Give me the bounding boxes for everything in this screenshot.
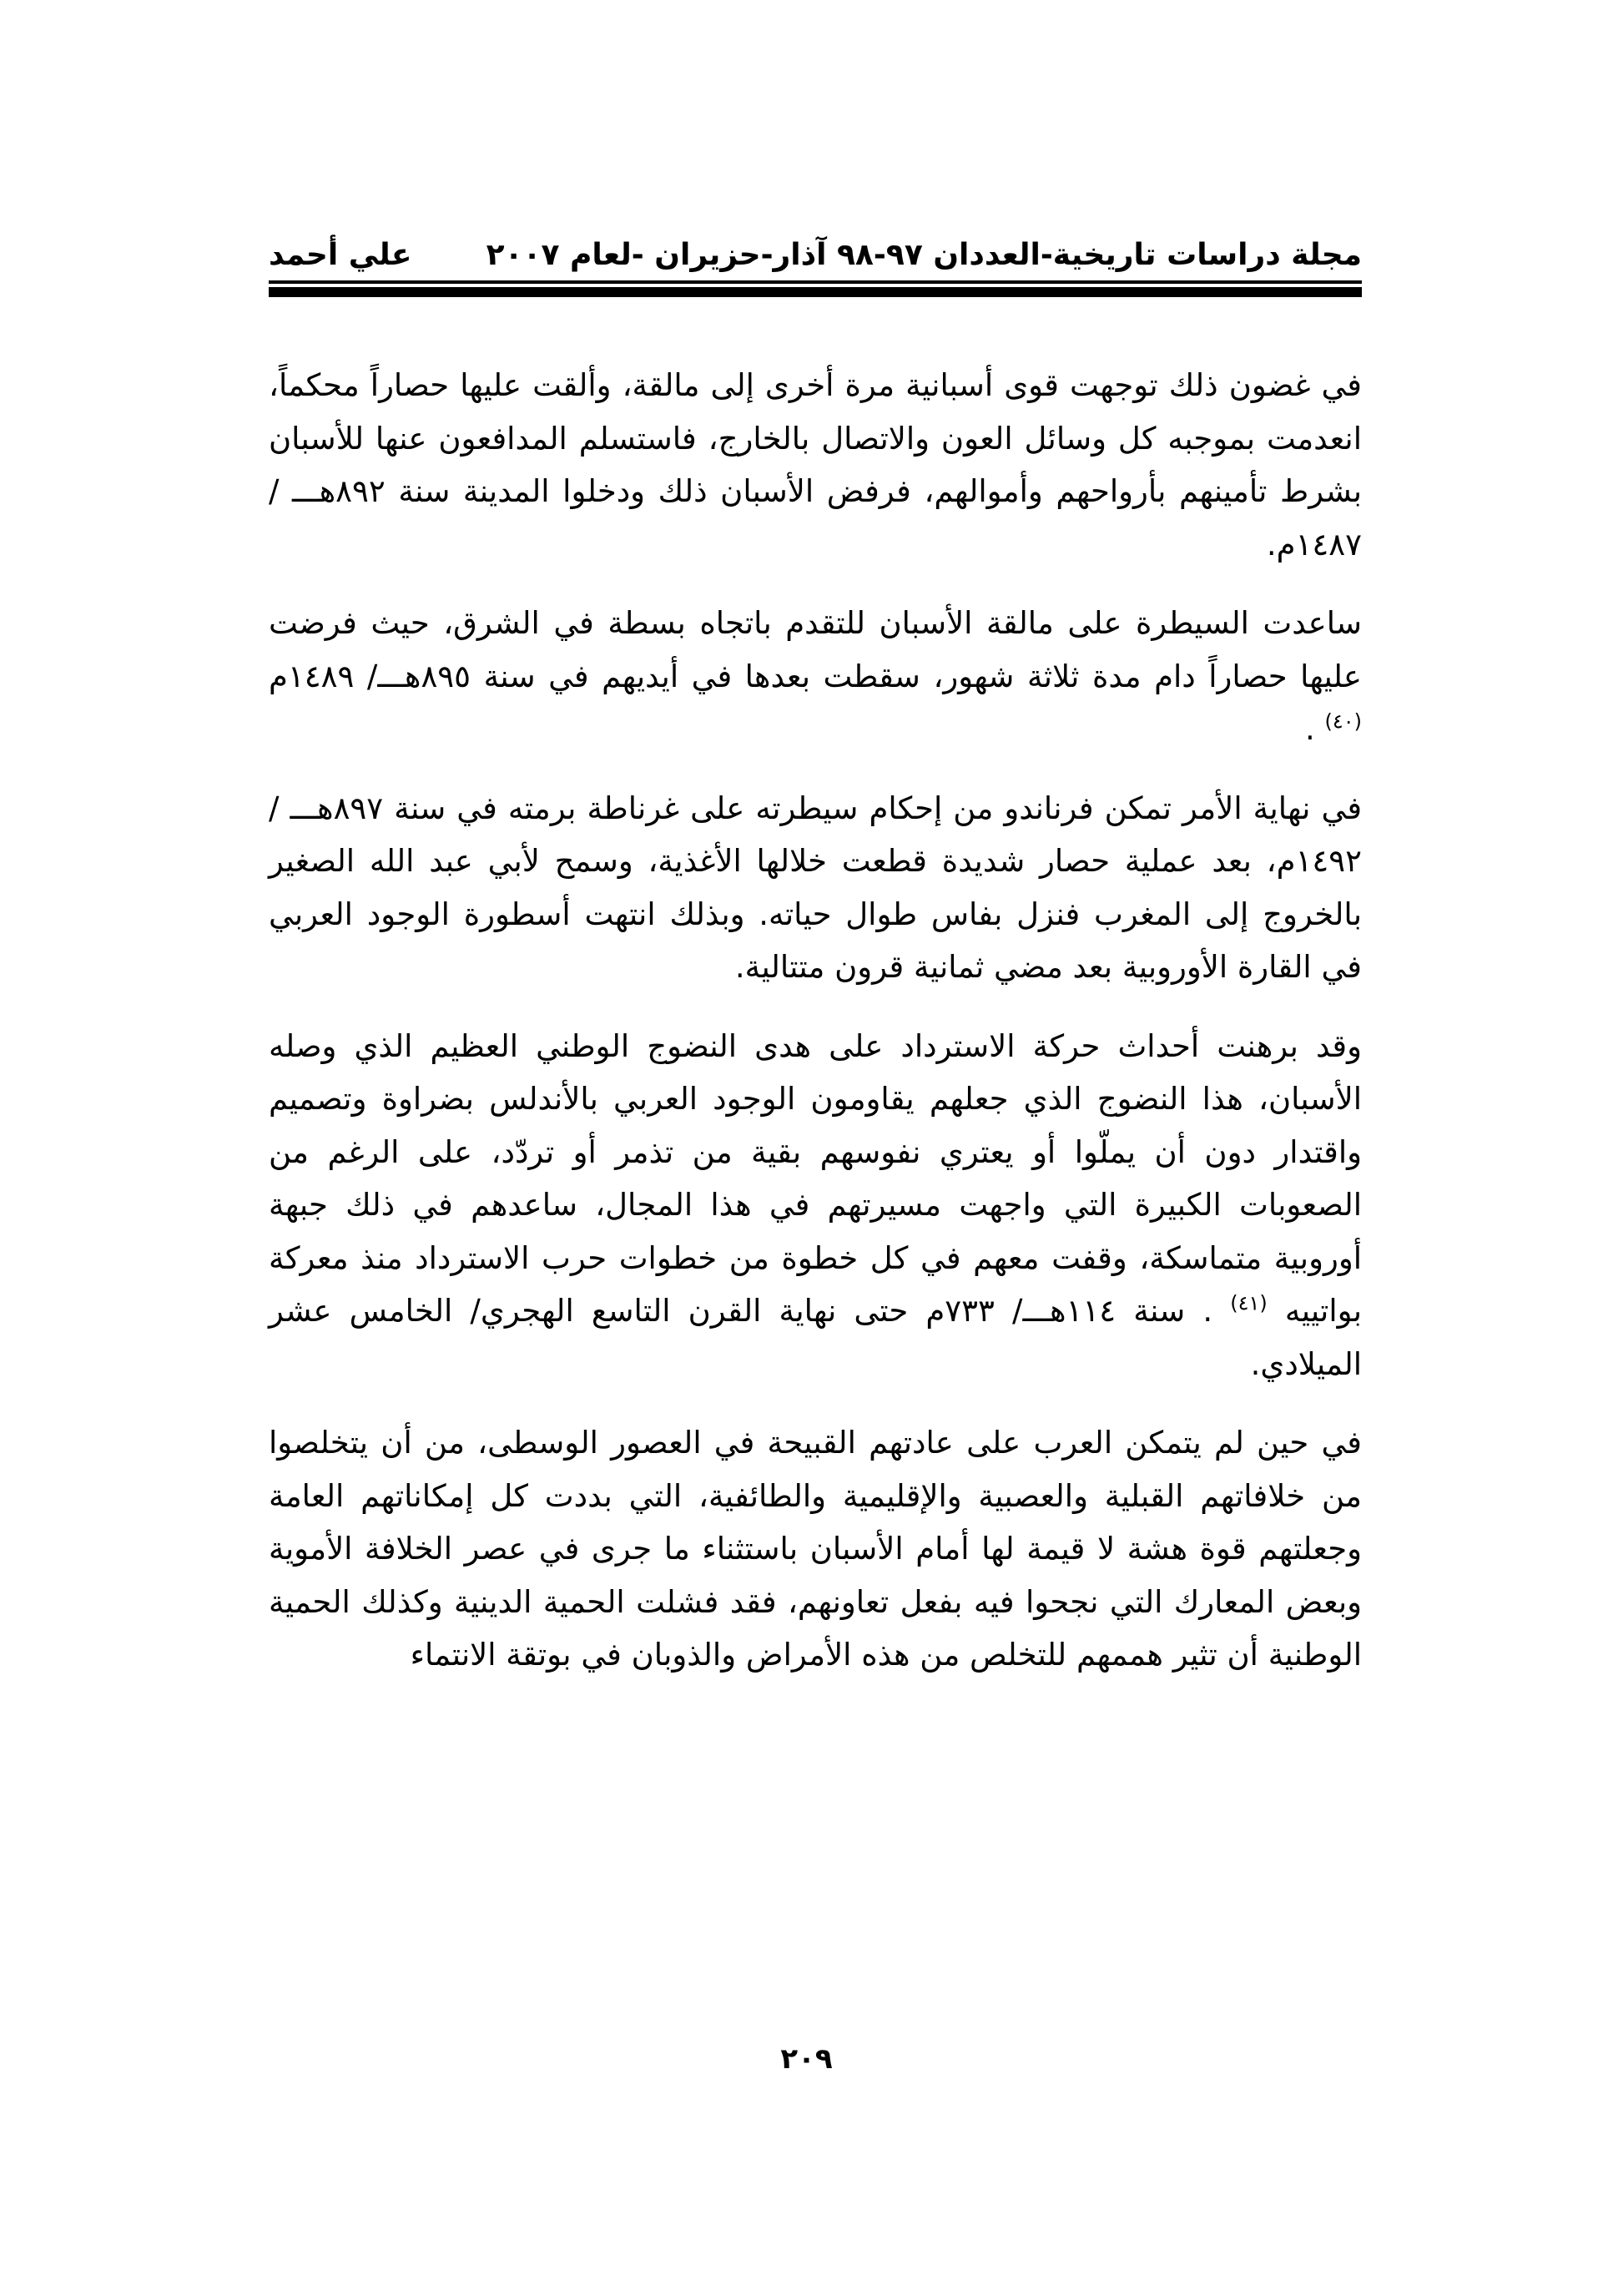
paragraph-3	[269, 782, 1362, 994]
paragraph-2-tail: .	[1304, 711, 1315, 747]
header-rule-thin	[269, 280, 1362, 284]
running-header	[269, 235, 1362, 275]
paragraph-4-tail: . سنة ١١٤هـــ/ ٧٣٣م حتى نهاية القرن التاسع الهجري/ الخامس عشر الميلادي.	[269, 1293, 1362, 1382]
author-name: علي أحمد	[269, 238, 412, 272]
footnote-ref-40: (٤٠)	[1324, 709, 1362, 734]
paragraph-2	[269, 597, 1362, 756]
paragraph-5-text: في حين لم يتمكن العرب على عادتهم القبيحة في العصور الوسطى، من أن يتخلصوا من خلافاتهم القبلية والعصبية والإقليمية والطائفية، التي بددت كل إمكاناتهم العامة وجعلتهم قوة هشة لا قيمة لها أمام الأسبان باستثناء ما جرى في عصر الخلافة الأموية وبعض المعارك التي نجحوا فيه بفعل تعاونهم، فقد فشلت الحمية الدينية وكذلك الحمية الوطنية أن تثير هممهم للتخلص من هذه الأمراض والذوبان في بوتقة الانتماء	[269, 1425, 1362, 1673]
paragraph-4	[269, 1020, 1362, 1391]
paragraph-4-text: وقد برهنت أحداث حركة الاسترداد على هدى النضوج الوطني العظيم الذي وصله الأسبان، هذا النضوج الذي جعلهم يقاومون الوجود العربي بالأندلس بضراوة وتصميم واقتدار دون أن يملّوا أو يعتري نفوسهم بقية من تذمر أو تردّد، على الرغم من الصعوبات الكبيرة التي واجهت مسيرتهم في هذا المجال، ساعدهم في ذلك جبهة أوروبية متماسكة، وقفت معهم في كل خطوة من خطوات حرب الاسترداد منذ معركة بواتييه	[269, 1027, 1363, 1329]
paragraph-1-text: في غضون ذلك توجهت قوى أسبانية مرة أخرى إلى مالقة، وألقت عليها حصاراً محكماً، انعدمت بموجبه كل وسائل العون والاتصال بالخارج، فاستسلم المدافعون عنها للأسبان بشرط تأمينهم بأرواحهم وأموالهم، فرفض الأسبان ذلك ودخلوا المدينة سنة ٨٩٢هـــ / ١٤٨٧م.	[269, 367, 1362, 563]
footnote-ref-41: (٤١)	[1230, 1291, 1268, 1315]
header-rule-thick	[269, 287, 1362, 297]
paragraph-5	[269, 1416, 1362, 1682]
paragraph-2-text: ساعدت السيطرة على مالقة الأسبان للتقدم باتجاه بسطة في الشرق، حيث فرضت عليها حصاراً دام مدة ثلاثة شهور، سقطت بعدها في أيديهم في سنة ٨٩٥هـــ/ ١٤٨٩م	[269, 605, 1362, 694]
page-number: ٢٠٩	[780, 2042, 833, 2076]
journal-title: مجلة دراسات تاريخية-العددان ٩٧-٩٨ آذار-حزيران -لعام ٢٠٠٧	[486, 238, 1362, 272]
paragraph-3-text: في نهاية الأمر تمكن فرناندو من إحكام سيطرته على غرناطة برمته في سنة ٨٩٧هـــ / ١٤٩٢م، بعد عملية حصار شديدة قطعت خلالها الأغذية، وسمح لأبي عبد الله الصغير بالخروج إلى المغرب فنزل بفاس طوال حياته. وبذلك انتهت أسطورة الوجود العربي في القارة الأوروبية بعد مضي ثمانية قرون متتالية.	[269, 790, 1363, 985]
paragraph-1	[269, 359, 1362, 571]
body-text	[269, 359, 1362, 1708]
